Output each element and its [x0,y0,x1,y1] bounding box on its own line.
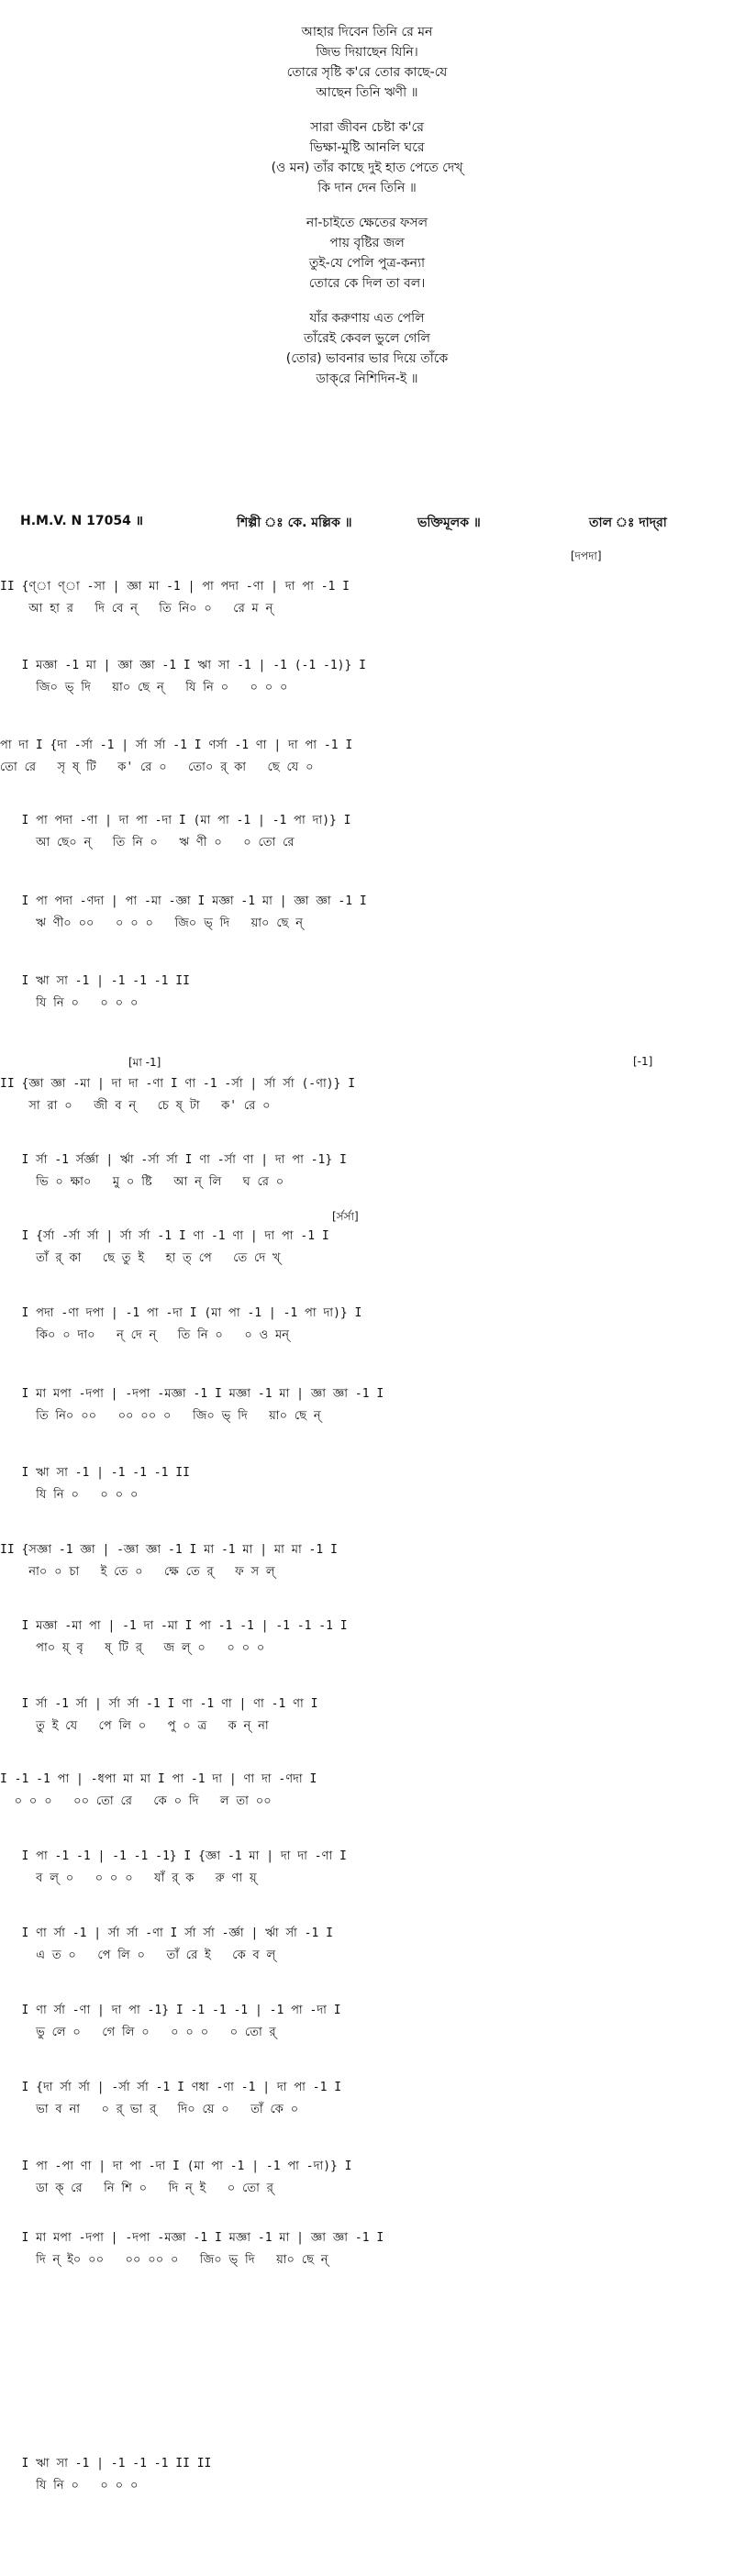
notation-lyrics: দি ন্ ই০ ০০ ০০ ০০ ০ জি০ ভ্ দি য়া০ ছে ন্ [0,2253,328,2267]
stanza-3 [0,213,734,294]
notation-notes: II {ণ্‌া ণ্‌া -সা | জ্ঞা মা -1 | পা পদা -ণা | দা পা -1 I [0,580,350,594]
stanza-2 [0,117,734,198]
notation-notes: I পা -1 -1 | -1 -1 -1} I {জ্ঞা -1 মা | দা দা -ণা I [0,1849,347,1863]
lyric-line: পায় বৃষ্টির জল [329,236,405,250]
lyric-line: (ও মন) তাঁর কাছে দুই হাত পেতে দেখ্ [271,161,463,175]
lyric-line: কি দান দেন তিনি ॥ [317,181,417,195]
notation-notes: I ণা র্সা -ণা | দা পা -1} I -1 -1 -1 | -1 পা -দা I [0,2004,341,2017]
notation-lyrics: ভি ০ ক্ষা০ মু ০ ষ্টি আ ন্ লি ঘ রে ০ [0,1175,284,1189]
notation-notes: I র্সা -1 র্সা | র্সা র্সা -1 I ণা -1 ণা | ণা -1 ণা I [0,1697,318,1711]
notation-lyrics: যি নি ০ ০ ০ ০ [0,996,139,1010]
notation-notes: II {সজ্ঞা -1 জ্ঞা | -জ্ঞা জ্ঞা -1 I মা -1 মা | মা মা -1 I [0,1543,338,1557]
lyric-line: ভিক্ষা-মুষ্টি আনলি ঘরে [309,140,425,155]
notation-lyrics: তি নি০ ০০ ০০ ০০ ০ জি০ ভ্ দি য়া০ ছে ন্ [0,1409,321,1423]
artist-name: শিল্পী ঃ কে. মল্লিক ॥ [237,516,352,530]
notation-notes: I পা পদা -ণদা | পা -মা -জ্ঞা I মজ্ঞা -1 মা | জ্ঞা জ্ঞা -1 I [0,894,367,908]
notation-notes: I {দা র্সা র্সা | -র্সা র্সা -1 I ণধা -ণা -1 | দা পা -1 I [0,2081,342,2094]
lyric-line: আছেন তিনি ঋণী ॥ [316,85,418,100]
stanza-4 [0,308,734,389]
song-genre: ভক্তিমূলক ॥ [417,516,481,530]
notation-notes: I র্সা -1 র্সর্জ্ঞা | র্ঋা -র্সা র্সা I ণা -র্সা ণা | দা পা -1} I [0,1153,347,1167]
notation-notes: I {র্সা -র্সা র্সা | র্সা র্সা -1 I ণা -1 ণা | দা পা -1 I [0,1229,329,1243]
notation-lyrics: ভা ব না ০ র্ ভা র্ দি০ য়ে ০ তাঁ কে ০ [0,2103,299,2116]
notation-notes: II {জ্ঞা জ্ঞা -মা | দা দা -ণা I ণা -1 -র্সা | র্সা র্সা (-ণা)} I [0,1077,356,1091]
notation-lyrics: এ ত ০ পে লি ০ তাঁ রে ই কে ব ল্ [0,1949,276,1962]
stanza-1 [0,22,734,103]
lyric-line: আহার দিবেন তিনি রে মন [301,25,433,39]
notation-notes: I মা মপা -দপা | -দপা -মজ্ঞা -1 I মজ্ঞা -1 মা | জ্ঞা জ্ঞা -1 I [0,2231,384,2245]
notation-notes: I পা পদা -ণা | দা পা -দা I (মা পা -1 | -1 পা দা)} I [0,814,351,827]
section-marker: [দপদা] [571,550,602,562]
lyric-line: তাঁরেই কেবল ভুলে গেলি [303,331,430,346]
lyric-line: তুই-যে পেলি পুত্র-কন্যা [308,256,426,271]
notation-notes: I ঋা সা -1 | -1 -1 -1 II [0,1466,190,1480]
lyric-line: জিভ দিয়াছেন যিনি। [316,45,418,60]
notation-lyrics: তাঁ র্ কা ছে তু ই হা ত্ পে তে দে খ্ [0,1251,281,1265]
lyric-line: যাঁর করুণায় এত পেলি [309,311,425,326]
notation-notes: I পা -পা ণা | দা পা -দা I (মা পা -1 | -1 পা -দা)} I [0,2160,352,2173]
notation-notes: I মা মপা -দপা | -দপা -মজ্ঞা -1 I মজ্ঞা -1 মা | জ্ঞা জ্ঞা -1 I [0,1387,384,1401]
lyrics-block [0,22,734,404]
notation-lyrics: আ ছে০ ন্ তি নি ০ ঋ ণী ০ ০ তো রে [0,836,295,849]
notation-notes: I মজ্ঞা -মা পা | -1 দা -মা I পা -1 -1 | -1 -1 -1 I [0,1619,348,1633]
notation-notes: I মজ্ঞা -1 মা | জ্ঞা জ্ঞা -1 I ঋা সা -1 | -1 (-1 -1)} I [0,659,366,672]
notation-lyrics: তো রে সৃ ষ্ টি ক' রে ০ তো০ র্ কা ছে যে ০ [0,761,314,774]
lyric-line: না-চাইতে ক্ষেতের ফসল [306,216,428,230]
lyric-line: (তোর) ভাবনার ভার দিয়ে তাঁকে [285,351,449,366]
notation-lyrics: আ হা র দি বে ন্ তি নি০ ০ রে ম ন্ [0,602,273,616]
section-marker: [মা -1] [128,1056,161,1069]
notation-lyrics: ভু লে ০ গে লি ০ ০ ০ ০ ০ তো র্ [0,2026,276,2039]
record-number: H.M.V. N 17054 ॥ [20,514,144,528]
notation-lyrics: যি নি ০ ০ ০ ০ [0,2479,139,2493]
lyric-line: সারা জীবন চেষ্টা ক'রে [310,120,424,135]
lyric-line: তোরে সৃষ্টি ক'রে তোর কাছে-যে [286,65,448,80]
notation-notes: I ণা র্সা -1 | র্সা র্সা -ণা I র্সা র্সা -র্জ্ঞা | র্ঋা র্সা -1 I [0,1926,333,1940]
notation-notes: I -1 -1 পা | -ধপা মা মা I পা -1 দা | ণা দা -ণদা I [0,1772,317,1786]
notation-lyrics: পা০ য়্ বৃ ষ্ টি র্ জ ল্ ০ ০ ০ ০ [0,1641,265,1655]
notation-lyrics: না০ ০ চা ই তে ০ ক্ষে তে র্ ফ স ল্ [0,1565,275,1579]
notation-lyrics: ০ ০ ০ ০০ তো রে কে ০ দি ল তা ০০ [0,1794,272,1808]
lyric-line: তোরে কে দিল তা বল। [308,276,426,291]
section-marker: [-1] [633,1055,653,1068]
notation-lyrics: ডা ক্ রে নি শি ০ দি ন্ ই ০ তো র্ [0,2182,273,2195]
notation-lyrics: তু ই যে পে লি ০ পু ০ ত্র ক ন্ না [0,1719,269,1733]
notation-lyrics: জি০ ভ্ দি য়া০ ছে ন্ যি নি ০ ০ ০ ০ [0,681,288,694]
lyric-line: ডাক্‌রে নিশিদিন-ই ॥ [316,372,418,386]
notation-notes: I ঋা সা -1 | -1 -1 -1 II [0,974,190,988]
section-marker: [র্সর্সা] [332,1210,359,1223]
notation-notes: I পদা -ণা দপা | -1 পা -দা I (মা পা -1 | -1 পা দা)} I [0,1306,362,1320]
notation-lyrics: ঋ ণী০ ০০ ০ ০ ০ জি০ ভ্ দি য়া০ ছে ন্ [0,916,304,930]
notation-lyrics: কি০ ০ দা০ ন্ দে ন্ তি নি ০ ০ ও মন্ [0,1328,289,1342]
notation-notes: পা দা I {দা -র্সা -1 | র্সা র্সা -1 I ণর্সা -1 ণা | দা পা -1 I [0,738,353,752]
notation-lyrics: সা রা ০ জী ব ন্ চে ষ্ টা ক' রে ০ [0,1099,271,1113]
tala-name: তাল ঃ দাদ্‌রা [589,516,667,530]
notation-lyrics: যি নি ০ ০ ০ ০ [0,1488,139,1502]
notation-notes: I ঋা সা -1 | -1 -1 -1 II II [0,2457,212,2471]
notation-lyrics: ব ল্ ০ ০ ০ ০ যাঁ র্ ক রু ণা য়্ [0,1871,257,1885]
